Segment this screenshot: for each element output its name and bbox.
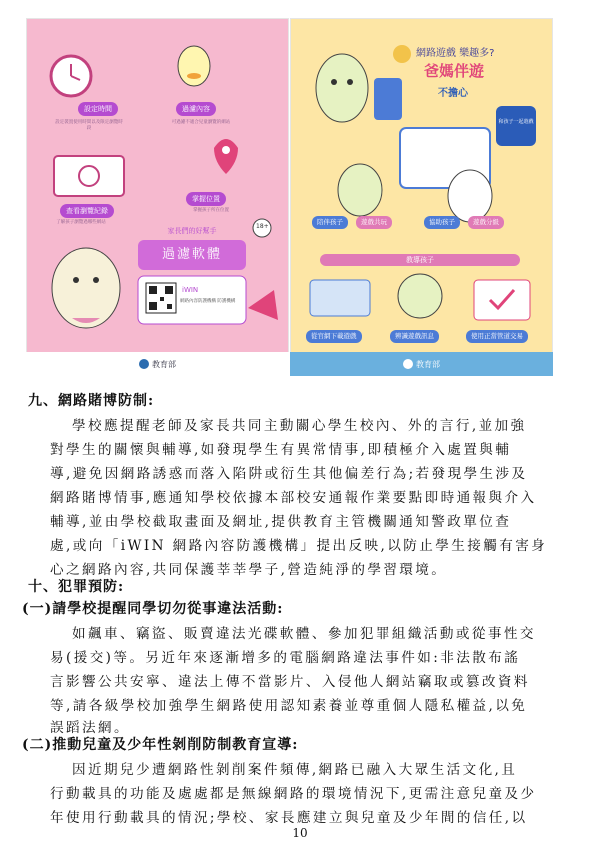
ministry-name: 教育部 bbox=[416, 359, 440, 369]
poster-bubble: 和孩子一起遊戲 bbox=[498, 119, 534, 125]
poster-title-sub: 不擔心 bbox=[438, 88, 468, 99]
right-poster-footer bbox=[290, 352, 553, 376]
label-play-together: 遊戲共玩 bbox=[356, 216, 392, 229]
card-label-browsing-history: 查看瀏覽紀錄 bbox=[60, 204, 114, 218]
label-assist-child: 協助孩子 bbox=[424, 216, 460, 229]
location-pin-icon bbox=[214, 139, 238, 174]
label-game-rating: 遊戲分級 bbox=[468, 216, 504, 229]
section-9-line: 心之網路內容,共同保護莘莘學子,營造純淨的學習環境。 bbox=[50, 562, 448, 578]
section-10-sub1-line: 易(援交)等。另近年來逐漸增多的電腦網路違法事件如:非法散布謠 bbox=[50, 650, 521, 666]
ministry-logo-icon bbox=[403, 359, 413, 369]
duck-mascot-icon bbox=[178, 46, 210, 86]
download-screen-icon bbox=[310, 280, 370, 316]
coin-icon bbox=[393, 45, 411, 63]
teach-children-band: 教導孩子 bbox=[320, 254, 520, 266]
mascot-parent-icon bbox=[316, 54, 368, 122]
section-9-line: 導,避免因網路誘惑而落入陷阱或衍生其他偏差行為;若發現學生涉及 bbox=[50, 466, 528, 482]
right-poster-illustration bbox=[290, 18, 553, 376]
item-legit-transactions: 使用正當管道交易 bbox=[466, 330, 528, 343]
iwin-label: iWIN bbox=[182, 286, 199, 294]
section-10-sub1-heading: (一)請學校提醒同學切勿從事違法活動: bbox=[22, 601, 284, 617]
section-9-line: 網路賭博情事,應通知學校依據本部校安通報作業要點即時通報與介入 bbox=[50, 490, 537, 506]
megaphone-icon bbox=[248, 290, 278, 320]
age-badge: 18+ bbox=[256, 223, 269, 230]
card-note-browsing-history: 了解孩子瀏覽過哪些網站 bbox=[56, 220, 106, 225]
poster-title: 過濾軟體 bbox=[138, 240, 246, 270]
section-10-sub2-heading: (二)推動兒童及少年性剝削防制教育宣導: bbox=[22, 737, 299, 753]
section-10-sub1-line: 等,請各級學校加強學生網路使用認知素養並尊重個人隱私權益,以免 bbox=[50, 698, 528, 714]
left-poster-illustration bbox=[26, 18, 289, 376]
card-note-set-time: 設定裝置使用時間以及限定瀏覽時段 bbox=[55, 120, 123, 131]
section-9-line: 對學生的關懷與輔導,如發現學生有異常情事,即積極介入處置與輔 bbox=[50, 442, 512, 458]
section-10-sub2-line: 年使用行動載具的情況;學校、家長應建立與兒童及少年間的信任,以 bbox=[50, 810, 528, 826]
rating-shield-icon bbox=[496, 106, 536, 146]
section-10-heading: 十、犯罪預防: bbox=[28, 579, 125, 595]
label-accompany-child: 陪伴孩子 bbox=[312, 216, 348, 229]
mascot-character-icon bbox=[52, 248, 120, 328]
section-10-sub2-line: 因近期兒少遭網路性剝削案件頻傳,網路已融入大眾生活文化,且 bbox=[72, 762, 518, 778]
iwin-note: 網路內容防護機構 防護機構 bbox=[180, 299, 236, 304]
poster-parents-gaming-companion bbox=[290, 18, 553, 376]
card-label-location: 掌握位置 bbox=[186, 192, 226, 206]
phone-icon bbox=[374, 78, 402, 120]
card-label-filter-content: 過濾內容 bbox=[176, 102, 216, 116]
ministry-name: 教育部 bbox=[152, 359, 176, 369]
poster-parental-filter-software bbox=[26, 18, 289, 376]
section-9-line: 處,或向「iWIN 網路內容防護機構」提出反映,以防止學生接觸有害身 bbox=[50, 538, 548, 554]
card-note-location: 掌握孩子所在位置 bbox=[193, 208, 229, 213]
page-number: 10 bbox=[292, 826, 308, 840]
section-9-line: 輔導,並由學校截取畫面及網址,提供教育主管機關通知警政單位查 bbox=[50, 514, 512, 530]
poster-subtitle: 家長們的好幫手 bbox=[167, 227, 217, 235]
item-official-download: 從官網下載遊戲 bbox=[306, 330, 362, 343]
poster-title-top: 網路遊戲 樂趣多? bbox=[416, 48, 495, 59]
ministry-logo-icon bbox=[139, 359, 149, 369]
checkmark-screen-icon bbox=[474, 280, 530, 320]
section-10-sub2-line: 行動載具的功能及處處都是無線網路的環境情況下,更需注意兒童及少 bbox=[50, 786, 537, 802]
card-label-set-time: 設定時間 bbox=[78, 102, 118, 116]
browser-history-icon bbox=[54, 156, 124, 196]
section-10-sub1-line: 言影響公共安寧、違法上傳不當影片、入侵他人網站竊取或篡改資料 bbox=[50, 674, 530, 690]
left-poster-footer bbox=[26, 352, 289, 376]
section-10-sub1-line: 如飆車、竊盜、販賣違法光碟軟體、參加犯罪組織活動或從事性交 bbox=[72, 626, 536, 642]
item-identify-game-info: 辨識遊戲訊息 bbox=[390, 330, 439, 343]
section-9-heading: 九、網路賭博防制: bbox=[28, 393, 155, 409]
poster-title-main: 爸媽伴遊 bbox=[424, 62, 485, 80]
card-note-filter-content: 可過濾不適合兒童瀏覽的網站 bbox=[171, 120, 231, 125]
section-10-sub1-line: 誤蹈法網。 bbox=[50, 720, 130, 736]
section-9-line: 學校應提醒老師及家長共同主動關心學生校內、外的言行,並加強 bbox=[72, 418, 527, 434]
